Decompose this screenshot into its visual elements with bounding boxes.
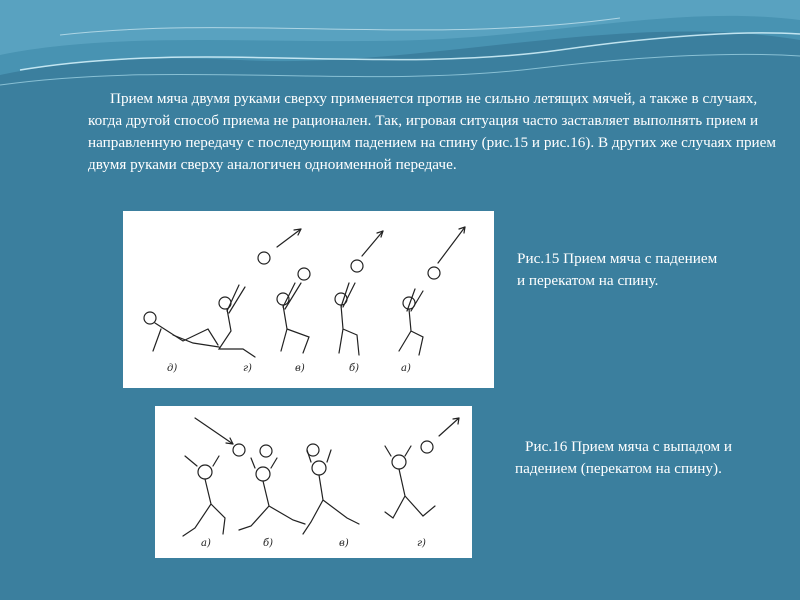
figure-16-caption (515, 436, 785, 480)
ball-icon (428, 267, 440, 279)
ball-icon (351, 260, 363, 272)
ball-icon (260, 445, 272, 457)
ball-icon (421, 441, 433, 453)
ball-icon (258, 252, 270, 264)
panel-label: д) (167, 363, 178, 374)
body-text: Прием мяча двумя руками сверху применяется против не сильно летящих мячей, а также в случаях, когда другой способ приема не рационален. Так, игровая ситуация часто заставляет выполнять прием и направленную передачу с последующим падением на спину (рис.15 и рис.16). В других же случаях прием двумя руками сверху аналогичен одноименной передаче. (88, 90, 777, 173)
figure-16-drawing (155, 406, 472, 558)
arrow-icon (277, 229, 301, 247)
figure-16-image (155, 406, 472, 558)
body-paragraph (88, 88, 778, 176)
panel-label: г) (417, 538, 426, 549)
figure-16-caption-text: Рис.16 Прием мяча с выпадом и падением (перекатом на спину). (515, 438, 733, 477)
panel-label: б) (349, 363, 360, 374)
figure-15-drawing (123, 211, 494, 388)
panel-label: в) (339, 538, 349, 549)
ball-icon (298, 268, 310, 280)
panel-label: б) (263, 538, 274, 549)
panel-label: г) (243, 363, 252, 374)
figure-15-image (123, 211, 494, 388)
panel-label: а) (201, 538, 211, 549)
ball-icon (233, 444, 245, 456)
figure-15-caption: Рис.15 Прием мяча с падением и перекатом на спину. (517, 250, 718, 289)
panel-label: а) (401, 363, 411, 374)
panel-label: в) (295, 363, 305, 374)
